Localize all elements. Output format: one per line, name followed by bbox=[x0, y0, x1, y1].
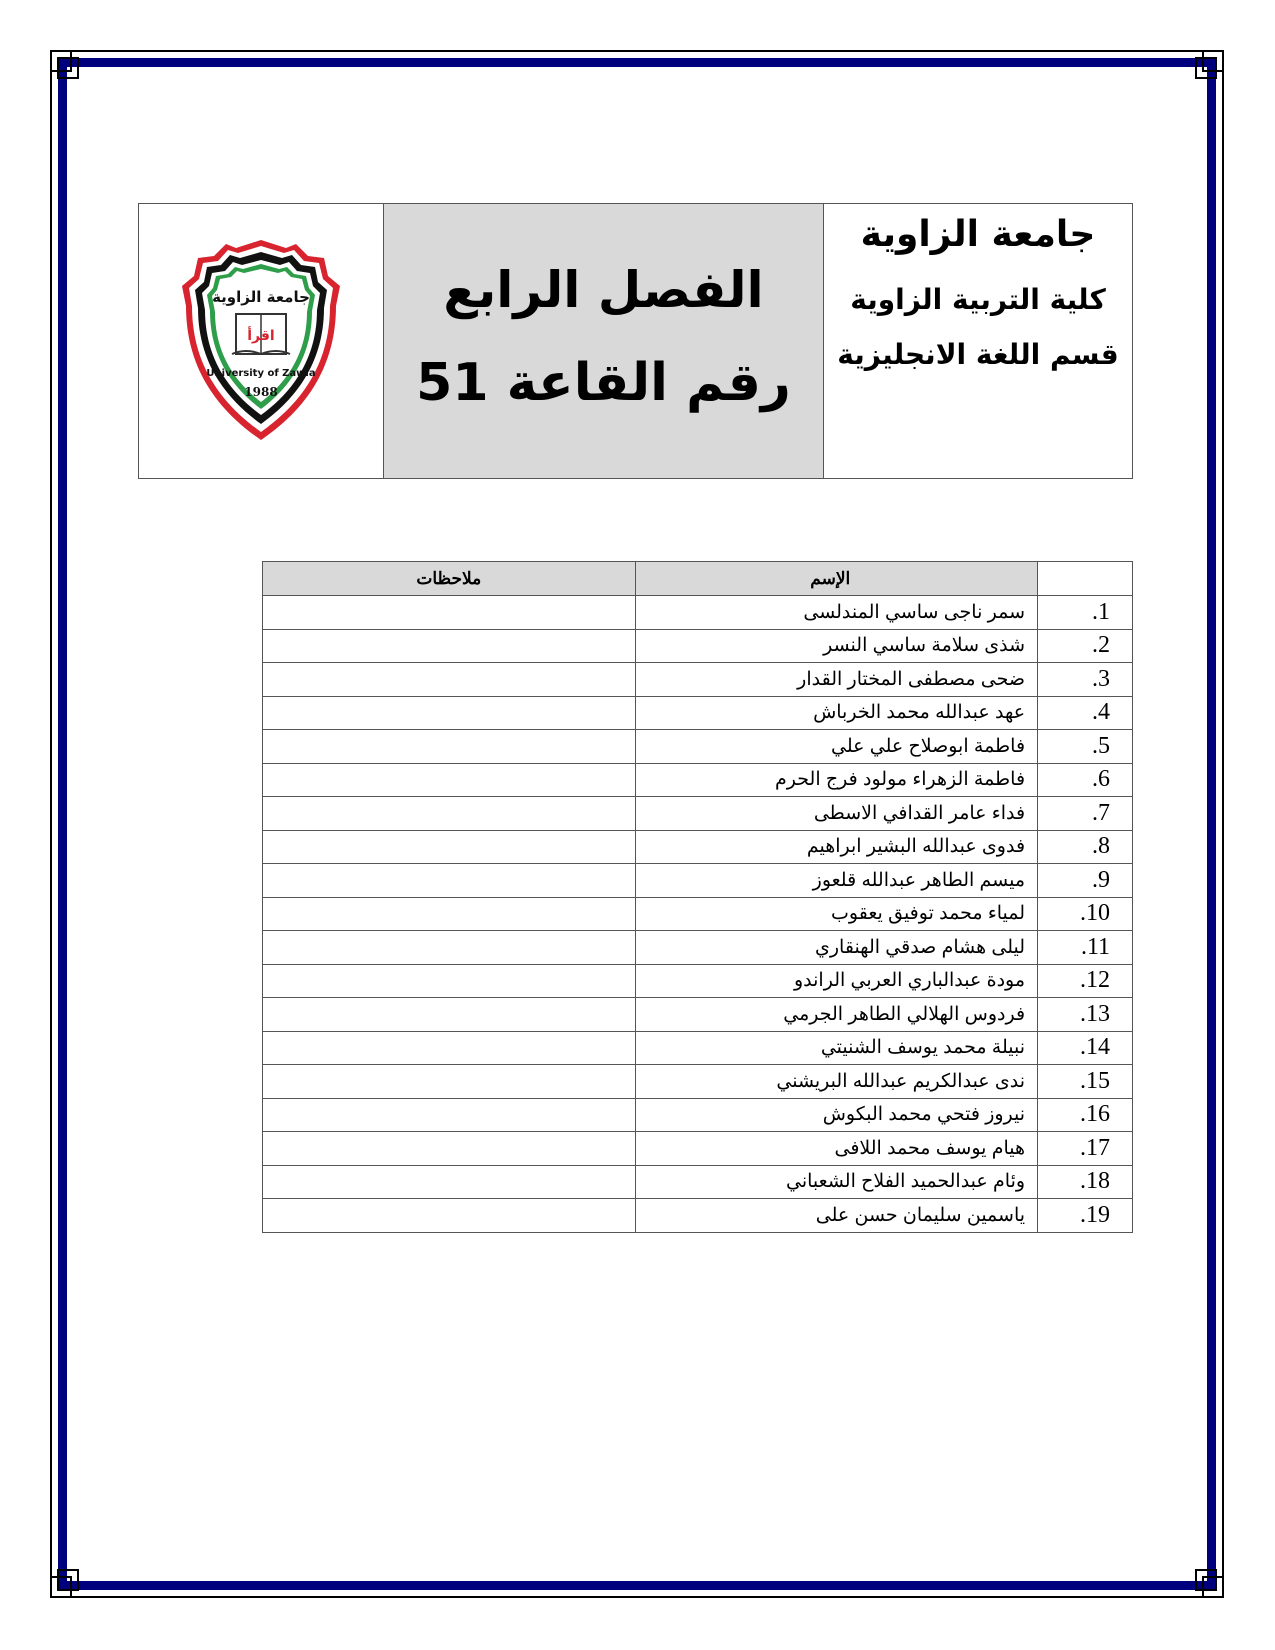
notes-cell[interactable] bbox=[263, 696, 636, 730]
row-number bbox=[1038, 964, 1133, 998]
row-number bbox=[1038, 931, 1133, 965]
column-header-notes: ملاحظات bbox=[263, 562, 636, 596]
table-row bbox=[263, 629, 1133, 663]
notes-cell[interactable] bbox=[263, 998, 636, 1032]
logo-book-text: اقرأ bbox=[247, 328, 275, 344]
row-number bbox=[1038, 629, 1133, 663]
table-row bbox=[263, 1132, 1133, 1166]
row-number bbox=[1038, 897, 1133, 931]
border-corner-ornament bbox=[57, 57, 79, 79]
table-row bbox=[263, 1165, 1133, 1199]
row-number bbox=[1038, 797, 1133, 831]
table-row bbox=[263, 964, 1133, 998]
row-number-text: .5 bbox=[1092, 732, 1111, 759]
notes-cell[interactable] bbox=[263, 830, 636, 864]
notes-cell[interactable] bbox=[263, 1132, 636, 1166]
notes-cell[interactable] bbox=[263, 763, 636, 797]
student-name: فردوس الهلالي الطاهر الجرمي bbox=[635, 998, 1038, 1032]
row-number bbox=[1038, 1065, 1133, 1099]
table-row bbox=[263, 763, 1133, 797]
row-number-text: .10 bbox=[1080, 900, 1111, 927]
row-number bbox=[1038, 730, 1133, 764]
row-number-text: .17 bbox=[1080, 1134, 1111, 1161]
border-corner-ornament bbox=[1195, 57, 1217, 79]
row-number-text: .16 bbox=[1080, 1101, 1111, 1128]
student-name: فاطمة الزهراء مولود فرج الحرم bbox=[635, 763, 1038, 797]
row-number bbox=[1038, 696, 1133, 730]
table-row bbox=[263, 897, 1133, 931]
student-name: فدوى عبدالله البشير ابراهيم bbox=[635, 830, 1038, 864]
student-name: فداء عامر القدافي الاسطى bbox=[635, 797, 1038, 831]
logo-year: 1988 bbox=[244, 385, 278, 399]
row-number-text: .4 bbox=[1092, 699, 1111, 726]
table-row bbox=[263, 830, 1133, 864]
notes-cell[interactable] bbox=[263, 931, 636, 965]
notes-cell[interactable] bbox=[263, 797, 636, 831]
table-body bbox=[263, 596, 1133, 1233]
student-name: ميسم الطاهر عبدالله قلعوز bbox=[635, 864, 1038, 898]
student-name: وئام عبدالحميد الفلاح الشعباني bbox=[635, 1165, 1038, 1199]
student-name: سمر ناجى ساسي المندلسى bbox=[635, 596, 1038, 630]
student-name: ليلى هشام صدقي الهنقاري bbox=[635, 931, 1038, 965]
student-name: لمياء محمد توفيق يعقوب bbox=[635, 897, 1038, 931]
student-name: نبيلة محمد يوسف الشنيتي bbox=[635, 1031, 1038, 1065]
row-number-text: .15 bbox=[1080, 1067, 1111, 1094]
table-row bbox=[263, 1031, 1133, 1065]
student-name: ندى عبدالكريم عبدالله البريشني bbox=[635, 1065, 1038, 1099]
student-name: ياسمين سليمان حسن على bbox=[635, 1199, 1038, 1233]
university-logo bbox=[176, 236, 346, 446]
row-number-text: .6 bbox=[1092, 766, 1111, 793]
notes-cell[interactable] bbox=[263, 1199, 636, 1233]
student-name: مودة عبدالباري العربي الراندو bbox=[635, 964, 1038, 998]
notes-cell[interactable] bbox=[263, 730, 636, 764]
logo-cell bbox=[139, 204, 384, 478]
row-number bbox=[1038, 663, 1133, 697]
university-cell bbox=[824, 204, 1132, 478]
border-corner-ornament bbox=[57, 1569, 79, 1591]
table-row bbox=[263, 730, 1133, 764]
row-number bbox=[1038, 1031, 1133, 1065]
student-name: هيام يوسف محمد اللافى bbox=[635, 1132, 1038, 1166]
row-number bbox=[1038, 864, 1133, 898]
row-number-text: .12 bbox=[1080, 967, 1111, 994]
row-number bbox=[1038, 1165, 1133, 1199]
row-number bbox=[1038, 1098, 1133, 1132]
column-header-name: الإسم bbox=[635, 562, 1038, 596]
table-row bbox=[263, 1199, 1133, 1233]
notes-cell[interactable] bbox=[263, 1065, 636, 1099]
row-number-text: .8 bbox=[1092, 833, 1111, 860]
row-number-text: .2 bbox=[1092, 632, 1111, 659]
notes-cell[interactable] bbox=[263, 964, 636, 998]
border-corner-ornament bbox=[1195, 1569, 1217, 1591]
logo-arabic-name: جامعة الزاوية bbox=[212, 288, 310, 306]
room-number-title: رقم القاعة 51 bbox=[416, 353, 791, 413]
row-number bbox=[1038, 1132, 1133, 1166]
semester-title: الفصل الرابع bbox=[443, 261, 764, 319]
notes-cell[interactable] bbox=[263, 1165, 636, 1199]
title-cell bbox=[384, 204, 824, 478]
notes-cell[interactable] bbox=[263, 663, 636, 697]
notes-cell[interactable] bbox=[263, 629, 636, 663]
notes-cell[interactable] bbox=[263, 1098, 636, 1132]
row-number bbox=[1038, 763, 1133, 797]
document-header bbox=[138, 203, 1133, 479]
column-header-number bbox=[1038, 562, 1133, 596]
row-number-text: .11 bbox=[1080, 933, 1111, 960]
row-number-text: .19 bbox=[1080, 1201, 1111, 1228]
table-row bbox=[263, 797, 1133, 831]
notes-cell[interactable] bbox=[263, 1031, 636, 1065]
row-number bbox=[1038, 830, 1133, 864]
student-name: نيروز فتحي محمد البكوش bbox=[635, 1098, 1038, 1132]
student-name: ضحى مصطفى المختار القدار bbox=[635, 663, 1038, 697]
row-number-text: .13 bbox=[1080, 1000, 1111, 1027]
row-number-text: .1 bbox=[1092, 598, 1111, 625]
row-number-text: .9 bbox=[1092, 866, 1111, 893]
row-number bbox=[1038, 596, 1133, 630]
student-name: شذى سلامة ساسي النسر bbox=[635, 629, 1038, 663]
faculty-name: كلية التربية الزاوية bbox=[850, 283, 1106, 316]
table-row bbox=[263, 696, 1133, 730]
university-name: جامعة الزاوية bbox=[860, 214, 1096, 255]
table-row bbox=[263, 596, 1133, 630]
student-name: عهد عبدالله محمد الخرباش bbox=[635, 696, 1038, 730]
logo-english-name: University of Zawia bbox=[206, 368, 316, 379]
row-number-text: .7 bbox=[1092, 799, 1111, 826]
table-row bbox=[263, 998, 1133, 1032]
notes-cell[interactable] bbox=[263, 897, 636, 931]
table-row bbox=[263, 864, 1133, 898]
table-row bbox=[263, 1065, 1133, 1099]
row-number bbox=[1038, 1199, 1133, 1233]
row-number bbox=[1038, 998, 1133, 1032]
notes-cell[interactable] bbox=[263, 864, 636, 898]
student-roster-table bbox=[262, 561, 1133, 1233]
row-number-text: .3 bbox=[1092, 665, 1111, 692]
notes-cell[interactable] bbox=[263, 596, 636, 630]
department-name: قسم اللغة الانجليزية bbox=[837, 338, 1119, 371]
table-row bbox=[263, 663, 1133, 697]
table-row bbox=[263, 1098, 1133, 1132]
row-number-text: .14 bbox=[1080, 1034, 1111, 1061]
student-name: فاطمة ابوصلاح علي علي bbox=[635, 730, 1038, 764]
table-row bbox=[263, 931, 1133, 965]
row-number-text: .18 bbox=[1080, 1168, 1111, 1195]
table-header-row bbox=[263, 562, 1133, 596]
